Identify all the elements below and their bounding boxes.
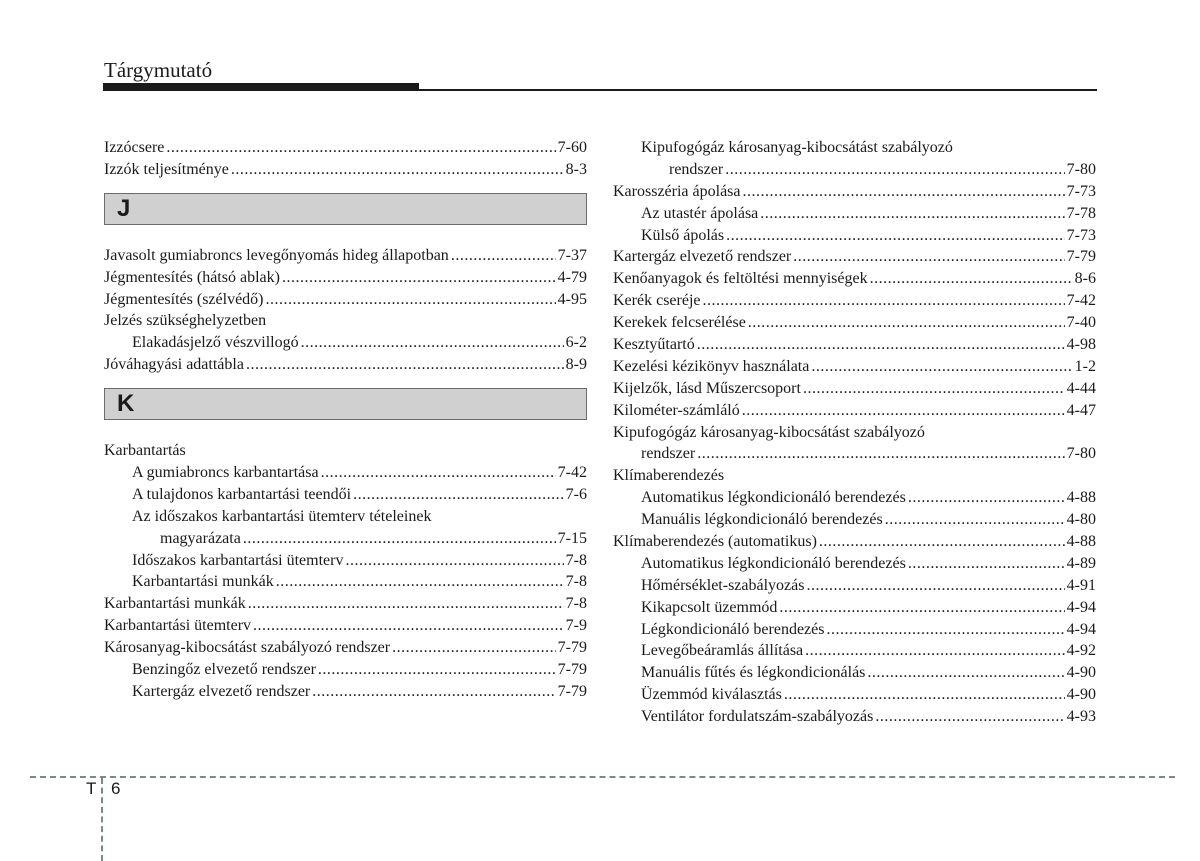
index-entry[interactable] — [613, 400, 1096, 422]
index-entry-page: 4-89 — [1066, 554, 1096, 572]
index-entry-page: 7-6 — [565, 485, 587, 503]
index-entry-page: 4-88 — [1066, 489, 1096, 507]
index-entry[interactable] — [104, 462, 587, 484]
index-entry-page: 7-15 — [557, 529, 587, 547]
index-entry[interactable] — [613, 225, 1096, 247]
dot-leader — [819, 531, 1065, 553]
index-entry[interactable] — [613, 290, 1096, 312]
index-entry-page: 7-73 — [1066, 226, 1096, 244]
dot-leader — [231, 159, 564, 181]
index-entry-term: Jóváhagyási adattábla — [104, 356, 244, 374]
dot-leader — [282, 267, 556, 289]
index-entry-term: Légkondicionáló berendezés — [641, 620, 825, 638]
dot-leader — [166, 137, 555, 159]
index-entry-page: 4-47 — [1066, 401, 1096, 419]
dot-leader — [248, 593, 564, 615]
dot-leader — [908, 553, 1065, 575]
index-entry-term: Üzemmód kiválasztás — [641, 686, 782, 704]
index-entry-page: 7-9 — [565, 617, 587, 635]
dot-leader — [870, 268, 1073, 290]
section-letter-header: J — [104, 193, 587, 225]
dot-leader — [793, 246, 1064, 268]
footer-page-number: 6 — [111, 779, 121, 798]
dot-leader — [760, 203, 1064, 225]
index-entry-page: 4-90 — [1066, 664, 1096, 682]
index-heading: Az időszakos karbantartási ütemterv tételeinek — [132, 507, 432, 525]
index-entry-page: 4-80 — [1066, 511, 1096, 529]
index-entry-page: 4-94 — [1066, 620, 1096, 638]
footer-dashed-rule — [30, 776, 1175, 778]
dot-leader — [266, 289, 556, 311]
index-heading: Karbantartás — [104, 442, 186, 460]
index-entry[interactable] — [104, 137, 587, 159]
dot-leader — [253, 615, 564, 637]
index-entry[interactable] — [104, 637, 587, 659]
index-entry-page: 4-92 — [1066, 642, 1096, 660]
index-entry[interactable] — [104, 571, 587, 593]
index-entry[interactable] — [104, 550, 587, 572]
index-entry[interactable] — [104, 528, 587, 550]
index-entry-term: Izzók teljesítménye — [104, 160, 229, 178]
index-entry[interactable] — [104, 289, 587, 311]
index-entry-page: 4-79 — [557, 268, 587, 286]
dot-leader — [725, 159, 1064, 181]
index-entry-page: 7-73 — [1066, 182, 1096, 200]
index-entry-term: Automatikus légkondicionáló berendezés — [641, 489, 906, 507]
index-entry-term: Karosszéria ápolása — [613, 182, 741, 200]
dot-leader — [803, 378, 1065, 400]
index-heading: Kipufogógáz károsanyag-kibocsátást szabályozó — [613, 423, 925, 441]
index-entry-term: A gumiabroncs karbantartása — [132, 464, 319, 482]
index-entry-page: 7-79 — [557, 639, 587, 657]
index-entry[interactable] — [613, 246, 1096, 268]
index-entry[interactable] — [613, 159, 1096, 181]
index-entry-page: 8-6 — [1074, 270, 1096, 288]
index-entry-term: Klímaberendezés (automatikus) — [613, 533, 817, 551]
dot-leader — [805, 640, 1065, 662]
index-entry-term: Karbantartási munkák — [132, 573, 274, 591]
index-entry[interactable] — [613, 312, 1096, 334]
index-entry-term: Külső ápolás — [641, 226, 725, 244]
index-entry-page: 8-9 — [565, 356, 587, 374]
index-entry[interactable] — [613, 378, 1096, 400]
index-entry[interactable] — [104, 159, 587, 181]
footer-section-letter: T — [86, 779, 97, 798]
index-entry-term: Levegőbeáramlás állítása — [641, 642, 804, 660]
index-entry[interactable] — [613, 181, 1096, 203]
index-entry[interactable] — [613, 553, 1096, 575]
index-entry-term: Karbantartási ütemterv — [104, 617, 252, 635]
index-entry[interactable] — [613, 531, 1096, 553]
header-rule-thin — [103, 89, 1097, 91]
index-entry[interactable] — [613, 597, 1096, 619]
index-heading: Jelzés szükséghelyzetben — [104, 312, 267, 330]
index-entry[interactable] — [613, 268, 1096, 290]
dot-leader — [321, 462, 556, 484]
index-entry-term: Időszakos karbantartási ütemterv — [132, 551, 344, 569]
index-entry-page: 4-44 — [1066, 379, 1096, 397]
index-entry[interactable] — [613, 640, 1096, 662]
index-entry-term: Kikapcsolt üzemmód — [641, 598, 778, 616]
index-entry-term: Javasolt gumiabroncs levegőnyomás hideg állapotban — [104, 246, 449, 264]
index-entry[interactable] — [104, 245, 587, 267]
dot-leader — [742, 400, 1065, 422]
index-entry-page: 7-79 — [557, 661, 587, 679]
index-heading: Kipufogógáz károsanyag-kibocsátást szabályozó — [641, 139, 953, 156]
index-entry-page: 7-80 — [1066, 160, 1096, 178]
index-entry-term: Az utastér ápolása — [641, 204, 759, 222]
dot-leader — [875, 706, 1064, 728]
index-entry-term: Kesztyűtartó — [613, 336, 695, 354]
dot-leader — [743, 181, 1065, 203]
dot-leader — [392, 637, 556, 659]
index-heading: Klímaberendezés — [613, 467, 725, 485]
index-entry-term: Karbantartási munkák — [104, 595, 246, 613]
dot-leader — [885, 509, 1065, 531]
index-entry-term: Kerék cseréje — [613, 292, 701, 310]
index-entry-term: Kezelési kézikönyv használata — [613, 357, 810, 375]
index-entry[interactable] — [613, 334, 1096, 356]
index-entry-term: Kilométer-számláló — [613, 401, 740, 419]
index-entry-term: Jégmentesítés (szélvédő) — [104, 290, 264, 308]
index-entry-page: 8-3 — [565, 160, 587, 178]
dot-leader — [779, 597, 1064, 619]
index-entry-page: 6-2 — [565, 334, 587, 352]
index-entry-page: 7-8 — [565, 595, 587, 613]
index-entry-page: 7-42 — [557, 464, 587, 482]
index-entry-page: 7-8 — [565, 573, 587, 591]
dot-leader — [811, 356, 1072, 378]
dot-leader — [726, 225, 1065, 247]
index-entry-term: Kenőanyagok és feltöltési mennyiségek — [613, 270, 868, 288]
index-entry-page: 4-91 — [1066, 576, 1096, 594]
index-entry-page: 7-79 — [1066, 248, 1096, 266]
index-entry-term: Kijelzők, lásd Műszercsoport — [613, 379, 801, 397]
dot-leader — [345, 550, 563, 572]
dot-leader — [246, 354, 564, 376]
index-entry-page: 1-2 — [1074, 357, 1096, 375]
index-entry[interactable] — [613, 509, 1096, 531]
dot-leader — [451, 245, 556, 267]
index-entry-term: magyarázata — [160, 529, 241, 547]
index-entry-page: 7-40 — [1066, 314, 1096, 332]
index-entry-term: Hőmérséklet-szabályozás — [641, 576, 805, 594]
index-entry[interactable] — [613, 356, 1096, 378]
index-entry-term: Ventilátor fordulatszám-szabályozás — [641, 708, 874, 726]
index-column-left — [104, 137, 587, 703]
index-entry-page: 4-90 — [1066, 686, 1096, 704]
index-entry-term: Izzócsere — [104, 139, 165, 156]
index-entry-term: Kartergáz elvezető rendszer — [613, 248, 792, 266]
dot-leader — [784, 684, 1065, 706]
index-entry-page: 7-8 — [565, 551, 587, 569]
dot-leader — [276, 571, 564, 593]
dot-leader — [806, 575, 1064, 597]
dot-leader — [826, 619, 1064, 641]
dot-leader — [243, 528, 556, 550]
index-entry[interactable] — [613, 706, 1096, 728]
index-entry-term: Károsanyag-kibocsátást szabályozó rendszer — [104, 639, 391, 657]
index-entry-term: A tulajdonos karbantartási teendői — [132, 485, 352, 503]
index-column-right — [613, 137, 1096, 728]
section-letter-header: K — [104, 388, 587, 420]
index-entry-page: 4-95 — [557, 290, 587, 308]
index-entry[interactable] — [104, 484, 587, 506]
index-entry-term: Jégmentesítés (hátsó ablak) — [104, 268, 280, 286]
dot-leader — [697, 334, 1065, 356]
index-entry-term: rendszer — [669, 160, 724, 178]
index-entry-term: Kerekek felcserélése — [613, 314, 746, 332]
index-entry-page: 4-94 — [1066, 598, 1096, 616]
dot-leader — [908, 487, 1065, 509]
index-entry-page: 4-88 — [1066, 533, 1096, 551]
index-entry[interactable] — [613, 575, 1096, 597]
page-title: Tárgymutató — [104, 58, 213, 82]
index-entry-term: Elakadásjelző vészvillogó — [132, 334, 299, 352]
index-entry-term: Kartergáz elvezető rendszer — [132, 682, 311, 700]
index-entry[interactable] — [104, 354, 587, 376]
index-entry[interactable] — [104, 659, 587, 681]
index-entry[interactable] — [613, 684, 1096, 706]
footer-dashed-divider — [101, 778, 103, 861]
index-entry[interactable] — [104, 615, 587, 637]
index-entry-page: 7-37 — [557, 246, 587, 264]
index-entry-page: 7-80 — [1066, 445, 1096, 463]
index-entry[interactable] — [613, 662, 1096, 684]
index-entry-term: Benzingőz elvezető rendszer — [132, 661, 316, 679]
dot-leader — [867, 662, 1064, 684]
index-entry[interactable] — [104, 267, 587, 289]
index-entry-page: 7-78 — [1066, 204, 1096, 222]
index-entry-term: Automatikus légkondicionáló berendezés — [641, 554, 906, 572]
index-entry-page: 7-79 — [557, 682, 587, 700]
dot-leader — [318, 659, 556, 681]
index-entry-page: 7-42 — [1066, 292, 1096, 310]
dot-leader — [697, 443, 1064, 465]
index-entry[interactable] — [613, 487, 1096, 509]
index-entry[interactable] — [104, 332, 587, 354]
dot-leader — [312, 681, 555, 703]
index-entry-term: Manuális fűtés és légkondicionálás — [641, 664, 866, 682]
index-entry-term: rendszer — [641, 445, 696, 463]
index-entry-page: 4-98 — [1066, 336, 1096, 354]
index-entry[interactable] — [613, 443, 1096, 465]
index-entry[interactable] — [613, 619, 1096, 641]
dot-leader — [353, 484, 564, 506]
index-entry[interactable] — [613, 203, 1096, 225]
dot-leader — [703, 290, 1065, 312]
index-entry[interactable] — [104, 593, 587, 615]
index-entry-page: 7-60 — [557, 139, 587, 156]
index-entry-term: Manuális légkondicionáló berendezés — [641, 511, 883, 529]
dot-leader — [301, 332, 564, 354]
index-entry-page: 4-93 — [1066, 708, 1096, 726]
index-entry[interactable] — [104, 681, 587, 703]
dot-leader — [748, 312, 1065, 334]
